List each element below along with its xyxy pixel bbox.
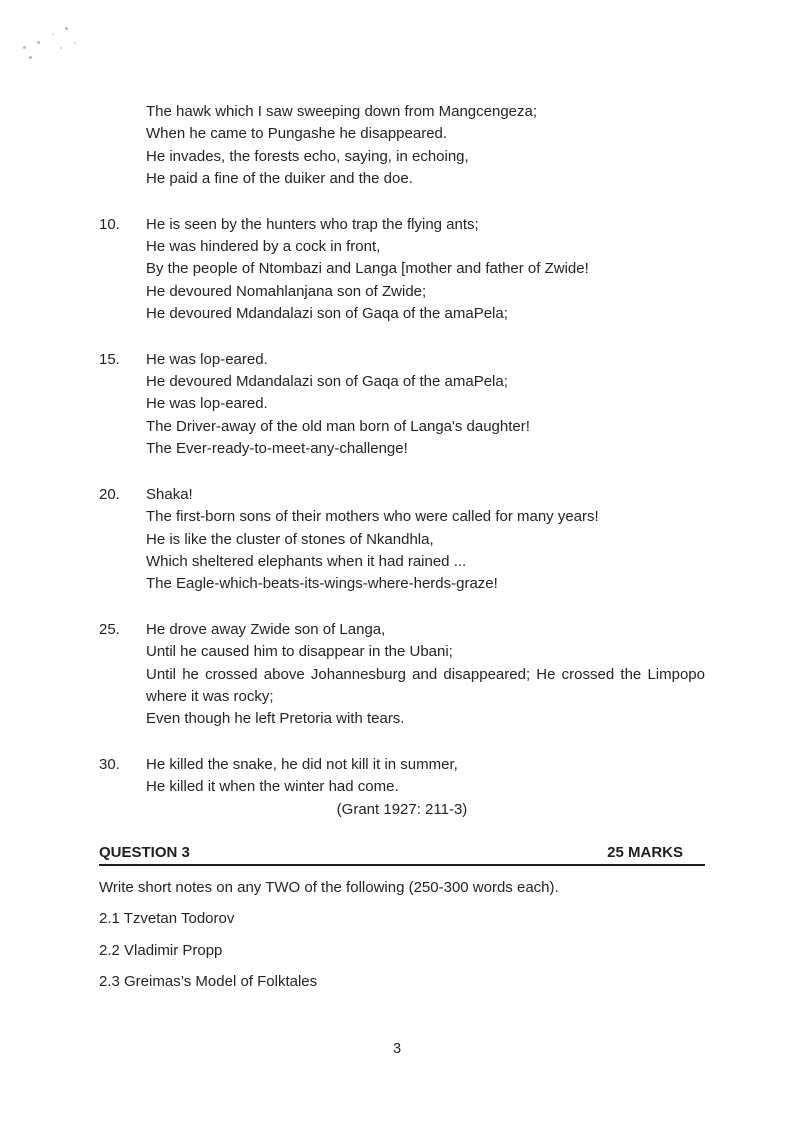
poem-line-text: By the people of Ntombazi and Langa [mother and father of Zwide! [146, 260, 589, 278]
poem-line-text: He was lop-eared. [146, 350, 268, 368]
poem-stanza [99, 101, 705, 191]
poem-stanza [99, 754, 705, 799]
poem-line-number: 10. [99, 215, 120, 233]
poem-line-number [99, 303, 146, 325]
poem-line [99, 619, 705, 641]
poem-line-text: Until he caused him to disappear in the Ubani; [146, 643, 453, 661]
poem-line-text: He is like the cluster of stones of Nkandhla, [146, 530, 434, 548]
poem-line [99, 664, 705, 686]
poem-line-text: He killed it when the winter had come. [146, 778, 399, 796]
poem-line-number [99, 776, 146, 798]
poem-line-number [99, 529, 146, 551]
poem-line-text: The Driver-away of the old man born of Langa's daughter! [146, 417, 530, 435]
poem-line-text: The Ever-ready-to-meet-any-challenge! [146, 440, 408, 458]
poem-line-number: 30. [99, 755, 120, 773]
poem-line-number [99, 101, 146, 123]
poem-line-number [99, 123, 146, 145]
poem-line [99, 776, 705, 798]
poem-line-number [99, 236, 146, 258]
question-item: 2.1 Tzvetan Todorov [99, 910, 235, 928]
poem-line [99, 214, 705, 236]
question-items [99, 908, 705, 993]
poem-stanza [99, 619, 705, 731]
poem-line [99, 146, 705, 168]
poem-line-text: He devoured Mdandalazi son of Gaqa of the amaPela; [146, 305, 508, 323]
poem-line-number [99, 664, 146, 686]
poem-stanza [99, 484, 705, 596]
question-marks: 25 MARKS [607, 843, 683, 861]
poem-line-number [99, 573, 146, 595]
poem-line [99, 258, 705, 280]
poem-block [99, 0, 705, 799]
poem-line [99, 123, 705, 145]
poem-line [99, 484, 705, 506]
poem-line-text: Even though he left Pretoria with tears. [146, 710, 405, 728]
poem-line [99, 438, 705, 460]
poem-line-number [99, 168, 146, 190]
poem-line [99, 281, 705, 303]
poem-line-number [99, 708, 146, 730]
poem-stanza [99, 349, 705, 461]
poem-citation: (Grant 1927: 211-3) [336, 800, 468, 818]
poem-line-text: He is seen by the hunters who trap the flying ants; [146, 215, 479, 233]
poem-line-text: Shaka! [146, 485, 193, 503]
poem-line-number [99, 393, 146, 415]
poem-line-text: Which sheltered elephants when it had rained ... [146, 552, 467, 570]
poem-line-text: Until he crossed above Johannesburg and disappeared; He crossed the Limpopo [146, 665, 705, 683]
poem-line-text: When he came to Pungashe he disappeared. [146, 125, 448, 143]
poem-line [99, 551, 705, 573]
question-heading [99, 843, 705, 866]
poem-line [99, 371, 705, 393]
poem-line-text: He killed the snake, he did not kill it in summer, [146, 755, 458, 773]
poem-line [99, 393, 705, 415]
poem-line-number [99, 371, 146, 393]
poem-line [99, 303, 705, 325]
page-number: 3 [392, 1041, 402, 1057]
poem-line-text: The Eagle-which-beats-its-wings-where-herds-graze! [146, 575, 498, 593]
poem-line [99, 506, 705, 528]
poem-line-text: He paid a fine of the duiker and the doe. [146, 170, 413, 188]
poem-line-number [99, 551, 146, 573]
poem-line-number [99, 258, 146, 280]
poem-line-text: where it was rocky; [146, 687, 274, 705]
poem-line-number [99, 686, 146, 708]
poem-line-number: 20. [99, 485, 120, 503]
poem-line [99, 529, 705, 551]
poem-line [99, 101, 705, 123]
poem-line-number [99, 506, 146, 528]
poem-line [99, 236, 705, 258]
poem-line [99, 754, 705, 776]
poem-line [99, 686, 705, 708]
poem-line [99, 349, 705, 371]
poem-line [99, 708, 705, 730]
poem-line-number [99, 438, 146, 460]
poem-line-text: He invades, the forests echo, saying, in echoing, [146, 147, 469, 165]
poem-line [99, 168, 705, 190]
question-item: 2.3 Greimas’s Model of Folktales [99, 973, 318, 991]
poem-line-text: He was hindered by a cock in front, [146, 238, 381, 256]
poem-line-number [99, 146, 146, 168]
poem-line [99, 416, 705, 438]
poem-stanza [99, 214, 705, 326]
poem-line [99, 573, 705, 595]
poem-line-text: He was lop-eared. [146, 395, 268, 413]
poem-line-number [99, 416, 146, 438]
poem-line [99, 641, 705, 663]
poem-line-number: 25. [99, 620, 120, 638]
poem-line-text: He drove away Zwide son of Langa, [146, 620, 386, 638]
question-title: QUESTION 3 [99, 843, 190, 861]
poem-line-text: He devoured Mdandalazi son of Gaqa of the amaPela; [146, 373, 508, 391]
question-item: 2.2 Vladimir Propp [99, 941, 223, 959]
poem-line-number [99, 281, 146, 303]
poem-line-text: The first-born sons of their mothers who were called for many years! [146, 508, 599, 526]
poem-line-number [99, 641, 146, 663]
poem-line-text: He devoured Nomahlanjana son of Zwide; [146, 282, 427, 300]
question-instruction: Write short notes on any TWO of the following (250-300 words each). [99, 878, 559, 896]
poem-line-text: The hawk which I saw sweeping down from Mangcengeza; [146, 103, 538, 120]
poem-line-number: 15. [99, 350, 120, 368]
